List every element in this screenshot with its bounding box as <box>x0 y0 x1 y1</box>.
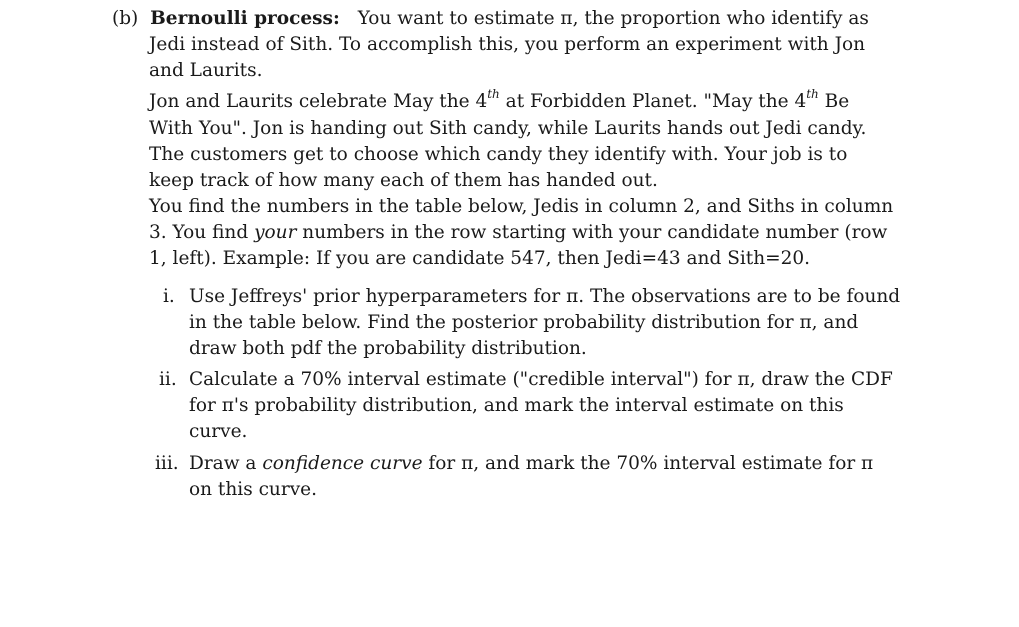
intro-line-1: You want to estimate π, the proportion who identify as <box>357 8 869 29</box>
story-line-4: keep track of how many each of them has handed out. <box>149 170 658 191</box>
item-ii-line-2: for π's probability distribution, and mark the interval estimate on this <box>189 395 844 416</box>
intro-line-2: Jedi instead of Sith. To accomplish this, you perform an experiment with Jon <box>149 34 866 55</box>
emphasis-your: your <box>254 222 297 243</box>
item-ii-line-1: Calculate a 70% interval estimate ("credible interval") for π, draw the CDF <box>189 369 893 390</box>
part-label: (b) <box>112 8 139 29</box>
table-info-line-3: 1, left). Example: If you are candidate 547, then Jedi=43 and Sith=20. <box>149 248 811 269</box>
story-line-3: The customers get to choose which candy they identify with. Your job is to <box>149 144 848 165</box>
item-iii-line-2: on this curve. <box>189 479 317 500</box>
table-info-line-1: You find the numbers in the table below, Jedis in column 2, and Siths in column <box>149 196 894 217</box>
ordinal-sup-2: th <box>806 86 819 101</box>
story-line-2: With You". Jon is handing out Sith candy, while Laurits hands out Jedi candy. <box>149 118 867 139</box>
item-ii-line-3: curve. <box>189 421 248 442</box>
section-heading: Bernoulli process: <box>150 8 340 29</box>
item-iii-text-b: for π, and mark the 70% interval estimate for π <box>422 453 874 474</box>
item-ii-marker: ii. <box>159 369 177 390</box>
item-i-line-3: draw both pdf the probability distribution. <box>189 338 587 359</box>
table-info-line-2 <box>149 220 887 246</box>
ordinal-sup-1: th <box>487 86 500 101</box>
story-text-a: Jon and Laurits celebrate May the 4 <box>149 91 488 112</box>
item-iii-line-1 <box>189 451 873 477</box>
problem-header <box>112 6 869 32</box>
item-iii-text-a: Draw a <box>189 453 263 474</box>
emphasis-confidence-curve: confidence curve <box>262 453 423 474</box>
story-text-c: Be <box>818 91 850 112</box>
item-i-line-2: in the table below. Find the posterior probability distribution for π, and <box>189 312 859 333</box>
table-info-text-b: numbers in the row starting with your candidate number (row <box>296 222 888 243</box>
story-line-1 <box>149 86 850 115</box>
intro-line-3: and Laurits. <box>149 60 263 81</box>
story-text-b: at Forbidden Planet. "May the 4 <box>499 91 807 112</box>
item-iii-marker: iii. <box>155 453 179 474</box>
table-info-text-a: 3. You find <box>149 222 255 243</box>
item-i-line-1: Use Jeffreys' prior hyperparameters for π. The observations are to be found <box>189 286 901 307</box>
item-i-marker: i. <box>163 286 175 307</box>
